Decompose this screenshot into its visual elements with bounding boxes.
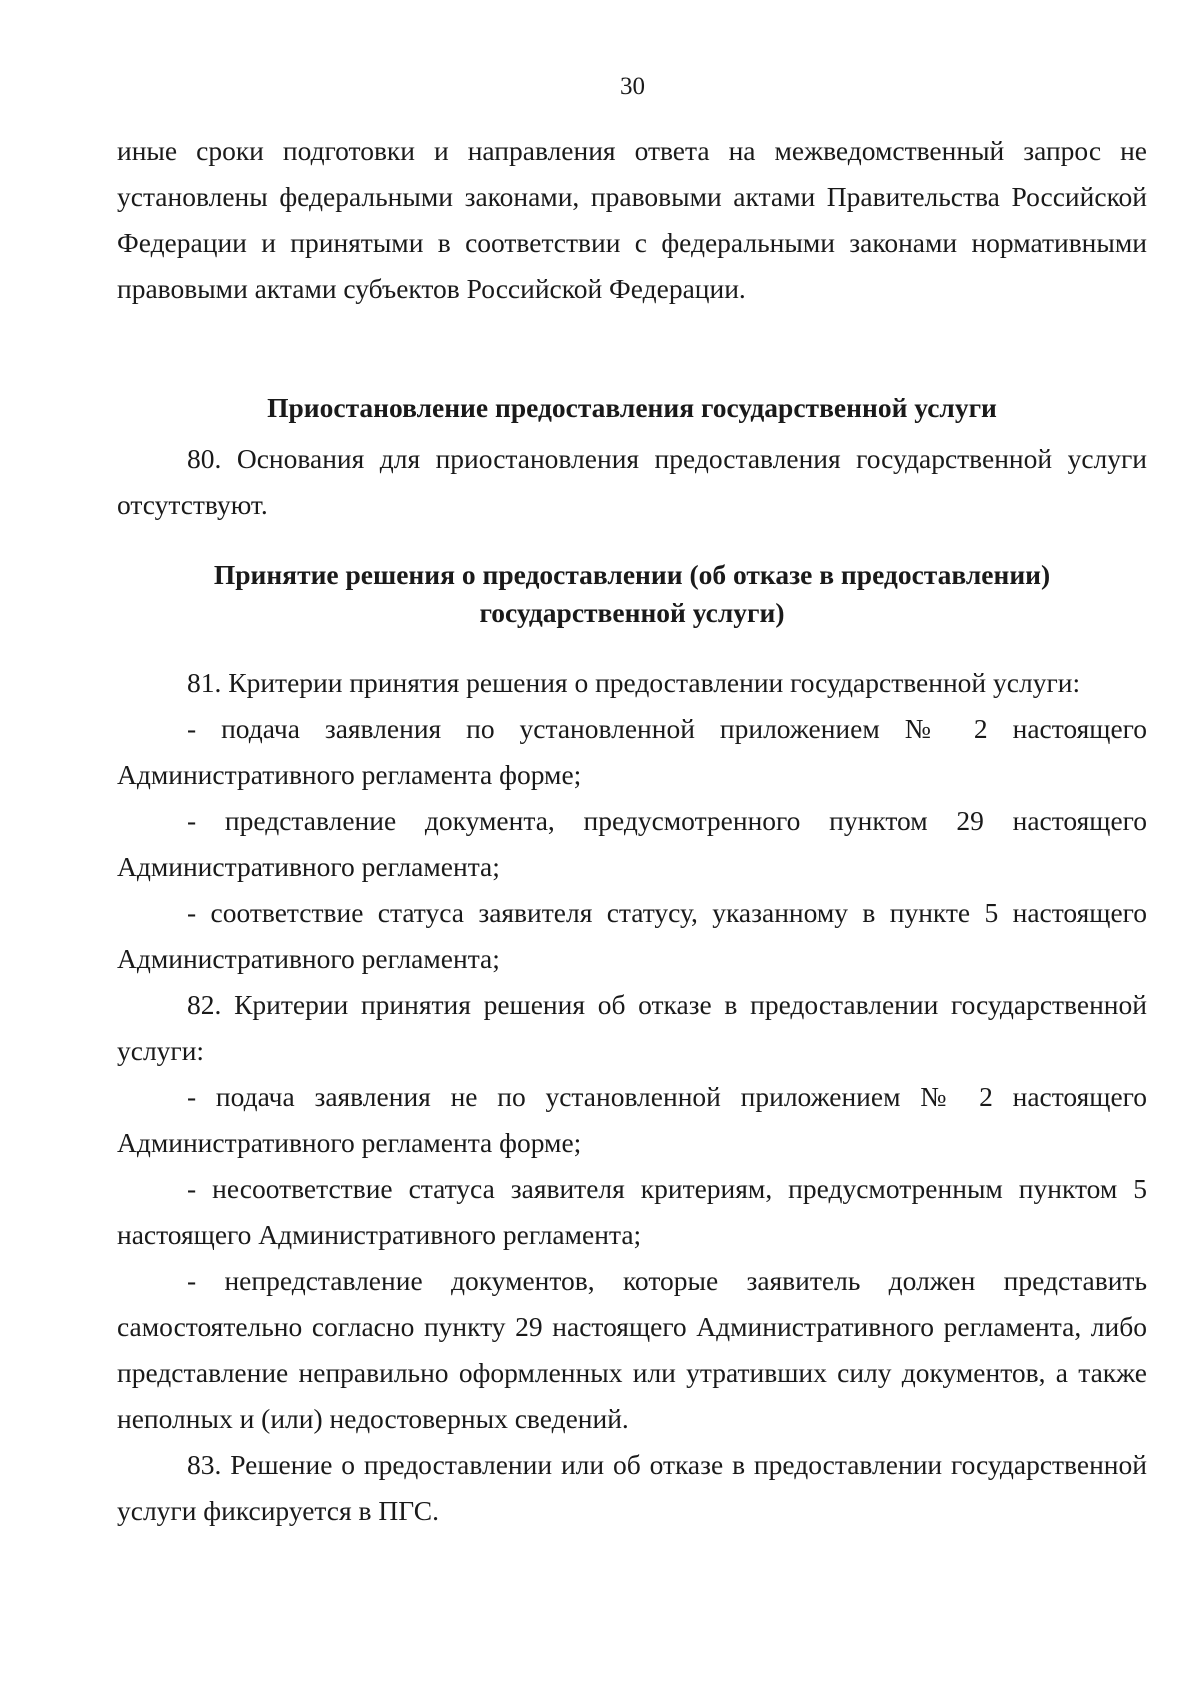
- list-item: - подача заявления по установленной приложением № 2 настоящего Административного регламента форме;: [117, 713, 1147, 790]
- heading-suspension: Приостановление предоставления государственной услуги: [267, 392, 997, 423]
- paragraph-80-text: 80. Основания для приостановления предоставления государственной услуги отсутствуют.: [117, 443, 1147, 520]
- paragraph-81-text: 81. Критерии принятия решения о предоставлении государственной услуги:: [187, 667, 1081, 698]
- intro-paragraph-text: иные сроки подготовки и направления ответа на межведомственный запрос не установлены федеральными законами, правовыми актами Правительства Российской Федерации и принятыми в соответствии с федеральными законами нормативными правовыми актами субъектов Российской Федерации.: [117, 135, 1147, 304]
- list-item: - несоответствие статуса заявителя критериям, предусмотренным пунктом 5 настоящего Административного регламента;: [117, 1173, 1147, 1250]
- heading-decision-line1: Принятие решения о предоставлении (об отказе в предоставлении): [213, 559, 1051, 590]
- page-number: 30: [620, 73, 645, 100]
- list-item: - представление документа, предусмотренного пунктом 29 настоящего Административного регламента;: [117, 805, 1147, 882]
- paragraph-81-block: [117, 660, 1147, 1534]
- list-item: - соответствие статуса заявителя статусу, указанному в пункте 5 настоящего Административного регламента;: [117, 897, 1147, 974]
- list-item: - непредставление документов, которые заявитель должен представить самостоятельно согласно пункту 29 настоящего Административного регламента, либо представление неправильно оформленных или утративших силу документов, а также неполных и (или) недостоверных сведений.: [117, 1265, 1147, 1434]
- heading-decision-line2: государственной услуги): [479, 597, 785, 628]
- paragraph-83-text: 83. Решение о предоставлении или об отказе в предоставлении государственной услуги фиксируется в ПГС.: [117, 1449, 1147, 1526]
- heading-decision: [117, 556, 1147, 632]
- intro-paragraph: [117, 128, 1147, 312]
- paragraph-80: [117, 436, 1147, 528]
- paragraph-82-text: 82. Критерии принятия решения об отказе в предоставлении государственной услуги:: [117, 989, 1147, 1066]
- list-item: - подача заявления не по установленной приложением № 2 настоящего Административного регламента форме;: [117, 1081, 1147, 1158]
